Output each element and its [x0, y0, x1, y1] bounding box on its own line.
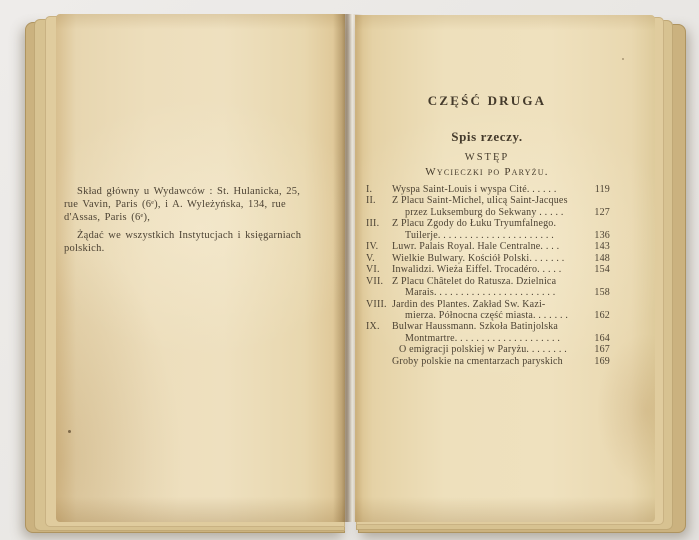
toc-entry-page: 148 [594, 252, 610, 264]
paper-speck [68, 430, 71, 433]
toc-entry-title: Tuilerje. . . . . . . . . . . . . . . . . . . . . . [405, 229, 554, 241]
toc-entry-page: 143 [594, 241, 610, 253]
toc-entry-title: Wielkie Bulwary. Kościół Polski. . . . . . . [392, 252, 565, 264]
toc-row [366, 321, 610, 332]
contents-title: Spis rzeczy. [451, 129, 523, 144]
toc-entry-page: 162 [594, 309, 610, 321]
imprint-line: polskich. [64, 242, 105, 254]
toc-row [366, 184, 610, 195]
toc-row [366, 356, 610, 367]
imprint-line: rue Vavin, Paris (6ᵉ), i A. Wyleżyńska, 134, rue [64, 199, 286, 211]
toc-entry-numeral: V. [366, 252, 375, 264]
imprint-paragraph [64, 185, 338, 225]
toc-row [366, 276, 610, 287]
toc-entry-numeral: II. [366, 195, 376, 207]
toc-row [366, 230, 610, 241]
toc-entry-title: Bulwar Haussmann. Szkoła Batinjolska [392, 321, 559, 333]
toc-row [366, 195, 610, 206]
toc-row [366, 333, 610, 344]
toc-row [366, 264, 610, 275]
table-of-contents [366, 184, 610, 367]
toc-row [366, 299, 610, 310]
toc-entry-title: Wyspa Saint-Louis i wyspa Cité. . . . . . [392, 184, 557, 195]
toc-entry-title: Z Placu Châtelet do Ratusza. Dzielnica [392, 275, 557, 287]
toc-entry-numeral: VII. [366, 275, 384, 287]
toc-entry-title: mierza. Północna część miasta. . . . . . . [405, 309, 569, 321]
toc-entry-page: 164 [594, 332, 610, 344]
paper-speck [622, 58, 624, 60]
toc-entry-numeral: IV. [366, 241, 379, 253]
imprint-line: d'Assas, Paris (6ᵉ), [64, 212, 151, 224]
toc-entry-page: 158 [594, 287, 610, 299]
toc-entry-title: Groby polskie na cmentarzach paryskich [392, 355, 563, 367]
toc-row [366, 310, 610, 321]
subsection-title: Wycieczki po Paryżu. [425, 166, 549, 178]
toc-entry-title: Jardin des Plantes. Zakład Św. Kazi- [392, 298, 546, 310]
toc-entry-title: O emigracji polskiej w Paryżu. . . . . . . . [399, 344, 567, 356]
imprint-text [64, 185, 338, 255]
toc-entry-title: Luwr. Palais Royal. Hale Centralne. . . . [392, 241, 560, 253]
toc-entry-numeral: IX. [366, 321, 380, 333]
toc-entry-page: 127 [594, 206, 610, 218]
left-page [56, 14, 345, 522]
toc-entry-title: Marais. . . . . . . . . . . . . . . . . . . . . . . [405, 287, 556, 299]
toc-entry-title: Inwalidzi. Wieża Eiffel. Trocadéro. . . . . [392, 264, 562, 276]
toc-entry-page: 169 [594, 355, 610, 367]
toc-entry-numeral: VI. [366, 264, 380, 276]
toc-entry-title: Z Placu Saint-Michel, ulicą Saint-Jacques [392, 195, 568, 207]
toc-entry-title: Montmartre. . . . . . . . . . . . . . . . . . . . [405, 332, 561, 344]
toc-entry-numeral: III. [366, 218, 380, 230]
toc-entry-numeral: VIII. [366, 298, 387, 310]
toc-entry-title: Z Placu Zgody do Łuku Tryumfalnego. [392, 218, 557, 230]
imprint-paragraph [64, 229, 338, 255]
toc-entry-page: 119 [594, 184, 610, 195]
part-title: CZĘŚĆ DRUGA [427, 93, 547, 108]
toc-entry-title: przez Luksemburg do Sekwany . . . . . [405, 206, 564, 218]
right-page [355, 15, 655, 522]
imprint-line: Skład główny u Wydawców : St. Hulanicka, 25, [77, 186, 301, 197]
toc-entry-page: 167 [594, 344, 610, 356]
toc-row [366, 207, 610, 218]
toc-row [366, 287, 610, 298]
toc-row [366, 253, 610, 264]
section-title: WSTĘP [464, 152, 510, 163]
toc-entry-page: 136 [594, 229, 610, 241]
toc-entry-page: 154 [594, 264, 610, 276]
toc-entry-numeral: I. [366, 184, 373, 195]
toc-row [366, 241, 610, 252]
toc-row [366, 344, 610, 355]
toc-row [366, 218, 610, 229]
imprint-line: Żądać we wszystkich Instytucjach i księgarniach [77, 229, 302, 241]
